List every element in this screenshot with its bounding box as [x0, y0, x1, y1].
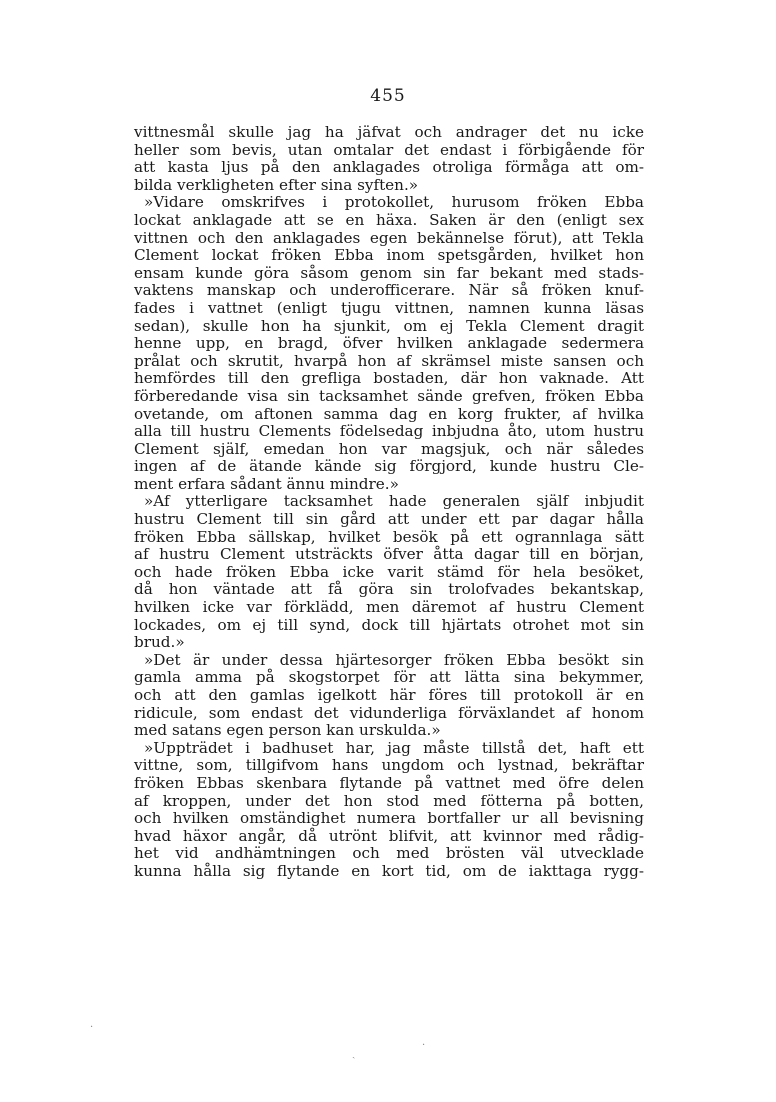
print-speck: ˏ [352, 1048, 356, 1059]
text-line: med satans egen person kan urskulda.» [134, 721, 441, 740]
text-line: hvad häxor angår, då utrönt blifvit, att kvinnor med rådig- [134, 826, 644, 845]
text-line: förberedande visa sin tacksamhet sände grefven, fröken Ebba [134, 386, 644, 405]
text-line: heller som bevis, utan omtalar det endast i förbigående för [134, 140, 644, 159]
text-line: »Det är under dessa hjärtesorger fröken Ebba besökt sin [144, 650, 644, 669]
text-line: vaktens manskap och underofficerare. När så fröken knuf- [134, 281, 644, 300]
text-line: lockades, om ej till synd, dock till hjärtats otrohet mot sin [134, 615, 644, 634]
text-line: af hustru Clement utsträckts öfver åtta dagar till en början, [134, 545, 644, 564]
text-line: Clement själf, emedan hon var magsjuk, och när således [134, 439, 644, 458]
text-line: gamla amma på skogstorpet för att lätta sina bekymmer, [134, 668, 644, 687]
text-line: »Af ytterligare tacksamhet hade generalen själf inbjudit [144, 492, 644, 511]
text-line: brud.» [134, 633, 185, 652]
text-line: att kasta ljus på den anklagades otroliga förmåga att om- [134, 158, 644, 177]
text-line: vittne, som, tillgifvom hans ungdom och lystnad, bekräftar [134, 756, 644, 775]
text-line: ingen af de ätande kände sig förgjord, kunde hustru Cle- [134, 457, 644, 476]
text-line: henne upp, en bragd, öfver hvilken anklagade sedermera [134, 334, 644, 353]
page-number: 455 [370, 86, 406, 106]
text-line: ovetande, om aftonen samma dag en korg frukter, af hvilka [134, 404, 644, 423]
print-speck: · [422, 1040, 426, 1051]
text-line: vittnen och den anklagades egen bekännelse förut), att Tekla [134, 228, 644, 247]
text-line: kunna hålla sig flytande en kort tid, om de iakttaga rygg- [134, 861, 644, 880]
text-line: hustru Clement till sin gård att under ett par dagar hålla [134, 510, 644, 529]
text-line: då hon väntade att få göra sin trolofvades bekantskap, [134, 580, 644, 599]
text-line: bilda verkligheten efter sina syften.» [134, 175, 419, 194]
text-line: hemfördes till den grefliga bostaden, där hon vaknade. Att [134, 369, 644, 388]
text-line: hvilken icke var förklädd, men däremot af hustru Clement [134, 598, 644, 617]
text-line: »Uppträdet i badhuset har, jag måste tillstå det, haft ett [144, 738, 644, 757]
text-line: fades i vattnet (enligt tjugu vittnen, namnen kunna läsas [134, 298, 644, 317]
text-line: »Vidare omskrifves i protokollet, hurusom fröken Ebba [144, 193, 644, 212]
text-line: Clement lockat fröken Ebba inom spetsgården, hvilket hon [134, 246, 644, 265]
text-line: vittnesmål skulle jag ha jäfvat och andrager det nu icke [134, 123, 644, 141]
text-line: prålat och skrutit, hvarpå hon af skrämsel miste sansen och [134, 351, 644, 370]
text-line: alla till hustru Clements födelsedag inbjudna åto, utom hustru [134, 422, 644, 441]
text-line: fröken Ebba sällskap, hvilket besök på ett ogrannlaga sätt [134, 527, 644, 546]
print-speck: · [90, 1022, 94, 1033]
text-line: sedan), skulle hon ha sjunkit, om ej Tekla Clement dragit [134, 316, 644, 335]
text-line: ridicule, som endast det vidunderliga förväxlandet af honom [134, 703, 644, 722]
text-line: het vid andhämtningen och med brösten väl utvecklade [134, 844, 644, 863]
text-line: fröken Ebbas skenbara flytande på vattnet med öfre delen [134, 773, 644, 792]
body-text [134, 124, 644, 881]
text-line: och hvilken omständighet numera bortfaller ur all bevisning [134, 809, 644, 828]
text-line: ment erfara sådant ännu mindre.» [134, 474, 399, 493]
text-line: och att den gamlas igelkott här föres till protokoll är en [134, 686, 644, 704]
text-line: lockat anklagade att se en häxa. Saken är den (enligt sex [134, 210, 644, 229]
text-line: ensam kunde göra såsom genom sin far bekant med stads- [134, 263, 644, 282]
text-line: af kroppen, under det hon stod med fötterna på botten, [134, 791, 644, 810]
text-line: och hade fröken Ebba icke varit stämd för hela besöket, [134, 562, 644, 581]
